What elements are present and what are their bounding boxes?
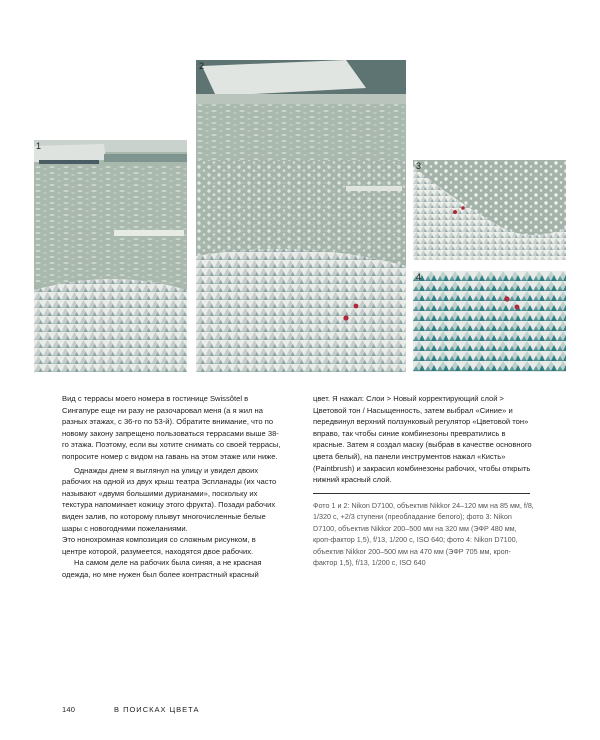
body-text-right <box>313 393 535 486</box>
photo-1-number: 1 <box>36 141 42 151</box>
section-title: В ПОИСКАХ ЦВЕТА <box>114 705 200 714</box>
paragraph: На самом деле на рабочих была синяя, а не красная одежда, но мне нужен был более контрастный красный <box>62 558 262 579</box>
photo-2 <box>196 60 406 372</box>
caption-rule <box>313 493 530 494</box>
paragraph: цвет. Я нажал: Слои > Новый корректирующий слой > Цветовой тон / Насыщенность, затем выбрал «Синие» и передвинул верхний ползунковый регулятор «Цветовой тон» вправо, так чтобы синие комбинезоны превратились в красные. Затем я создал маску (выбрав в качестве основного цвета белый), на панели инструментов нажал «Кисть» (Paintbrush) и закрасил комбинезоны рабочих, чтобы открыть нижний красный слой. <box>313 394 532 485</box>
paragraph: Вид с террасы моего номера в гостинице Swissôtel в Сингапуре еще ни разу не разочаровал меня (а я жил на разных этажах, с 36-го по 53-й). Обратите внимание, что по новому закону запрещено пользоваться террасами выше 38-го этажа. Поэтому, если вы хотите снимать со своей террасы, попросите номер с видом на гавань на этом этаже или ниже. <box>62 394 281 461</box>
photo-caption: Фото 1 и 2: Nikon D7100, объектив Nikkor 24–120 мм на 85 мм, f/8, 1/320 с, +2/3 ступени (преобладание белого); фото 3: Nikon D7100, объектив Nikkor 200–500 мм на 320 мм (ЭФР 480 мм, кроп-фактор 1,5), f/13, 1/200 с, ISO 640; фото 4: Nikon D7100, объектив Nikkor 200–500 мм на 470 мм (ЭФР 705 мм, кроп-фактор 1,5), f/13, 1/200 с, ISO 640 <box>313 501 534 568</box>
photo-4-number: 4 <box>416 272 422 282</box>
paragraph: Однажды днем я выглянул на улицу и увидел двоих рабочих на одной из двух крыш театра Эспланады (их часто называют «двумя большими дурианами», поскольку их текстура напоминает кожицу этого фрукта). Позади рабочих виден залив, по которому плывут многочисленные белые шары с новогодними пожеланиями. <box>62 465 277 533</box>
page-number: 140 <box>62 705 76 714</box>
body-text-left <box>62 393 282 581</box>
photo-4 <box>413 271 566 372</box>
paragraph: Это нонохромная композиция со сложным рисунком, в центре которой, разумеется, находятся двое рабочих. <box>62 535 256 556</box>
photo-1 <box>34 140 187 372</box>
photo-2-number: 2 <box>199 61 205 71</box>
photo-3 <box>413 160 566 260</box>
photo-3-number: 3 <box>416 161 422 171</box>
